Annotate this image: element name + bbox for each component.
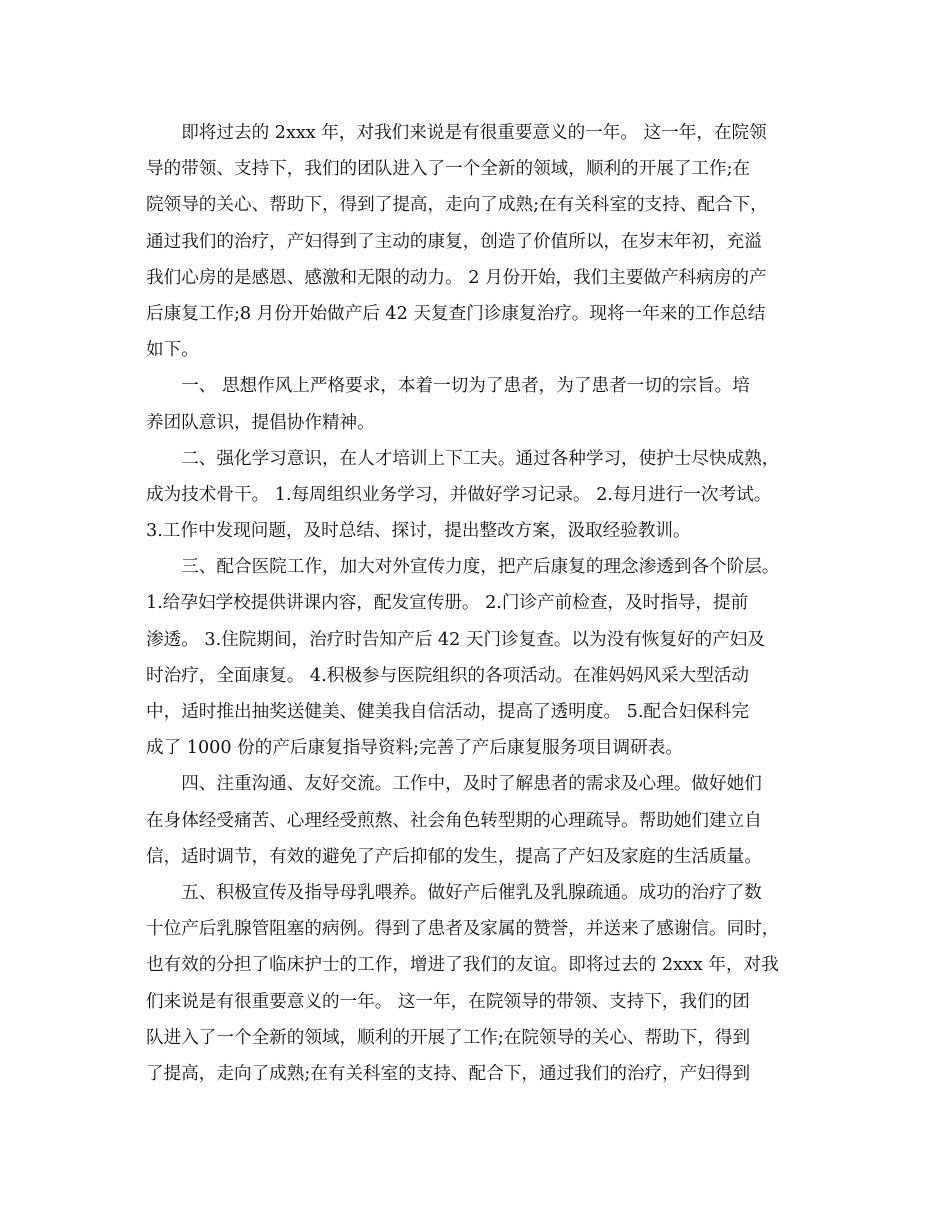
text-line: 一、 思想作风上严格要求，本着一切为了患者，为了患者一切的宗旨。培 [146, 376, 750, 397]
text-line: 中，适时推出抽奖送健美、健美我自信活动，提高了透明度。 5.配合妇保科完 [146, 702, 749, 722]
text-line: 了提高，走向了成熟;在有关科室的支持、配合下，通过我们的治疗，产妇得到 [146, 1063, 751, 1084]
text-line: 也有效的分担了临床护士的工作，增进了我们的友谊。即将过去的 2xxx 年，对我 [146, 955, 779, 976]
text-line: 成为技术骨干。 1.每周组织业务学习，并做好学习记录。 2.每月进行一次考试。 [146, 484, 772, 505]
text-line: 渗透。 3.住院期间，治疗时告知产后 42 天门诊复查。以为没有恢复好的产妇及 [146, 629, 765, 650]
text-line: 后康复工作;8 月份开始做产后 42 天复查门诊康复治疗。现将一年来的工作总结 [146, 303, 766, 324]
text-line: 三、配合医院工作，加大对外宣传力度，把产后康复的理念渗透到各个阶层。 [146, 557, 780, 578]
text-line: 成了 1000 份的产后康复指导资料;完善了产后康复服务项目调研表。 [146, 738, 683, 759]
text-line: 如下。 [146, 340, 199, 361]
text-line: 们来说是有很重要意义的一年。 这一年，在院领导的带领、支持下，我们的团 [146, 991, 750, 1012]
text-line: 时治疗，全面康复。 4.积极参与医院组织的各项活动。在准妈妈风采大型活动 [146, 665, 749, 686]
text-line: 十位产后乳腺管阻塞的病例。得到了患者及家属的赞誉，并送来了感谢信。同时， [146, 919, 780, 940]
text-line: 3.工作中发现问题，及时总结、探讨，提出整改方案，汲取经验教训。 [146, 521, 691, 542]
text-line: 导的带领、支持下，我们的团队进入了一个全新的领域，顺利的开展了工作;在 [146, 159, 751, 180]
text-line: 院领导的关心、帮助下，得到了提高，走向了成熟;在有关科室的支持、配合下， [146, 195, 768, 216]
text-line: 队进入了一个全新的领域，顺利的开展了工作;在院领导的关心、帮助下，得到 [146, 1027, 751, 1048]
text-line: 五、积极宣传及指导母乳喂养。做好产后催乳及乳腺疏通。成功的治疗了数 [146, 882, 762, 903]
text-line: 通过我们的治疗，产妇得到了主动的康复，创造了价值所以，在岁末年初，充溢 [146, 231, 762, 252]
text-line: 即将过去的 2xxx 年，对我们来说是有很重要意义的一年。 这一年，在院领 [146, 123, 767, 143]
text-line: 二、强化学习意识，在人才培训上下工夫。通过各种学习，使护士尽快成熟， [146, 448, 780, 469]
text-line: 我们心房的是感恩、感激和无限的动力。 2 月份开始，我们主要做产科病房的产 [146, 267, 767, 288]
text-line: 四、注重沟通、友好交流。工作中，及时了解患者的需求及心理。做好她们 [146, 774, 762, 795]
body-text [146, 115, 810, 1092]
text-line: 养团队意识，提倡协作精神。 [146, 412, 375, 433]
text-line: 在身体经受痛苦、心理经受煎熬、社会角色转型期的心理疏导。帮助她们建立自 [146, 810, 762, 831]
text-line: 1.给孕妇学校提供讲课内容，配发宣传册。 2.门诊产前检查，及时指导，提前 [146, 593, 749, 614]
text-line: 信，适时调节，有效的避免了产后抑郁的发生，提高了产妇及家庭的生活质量。 [146, 846, 762, 867]
